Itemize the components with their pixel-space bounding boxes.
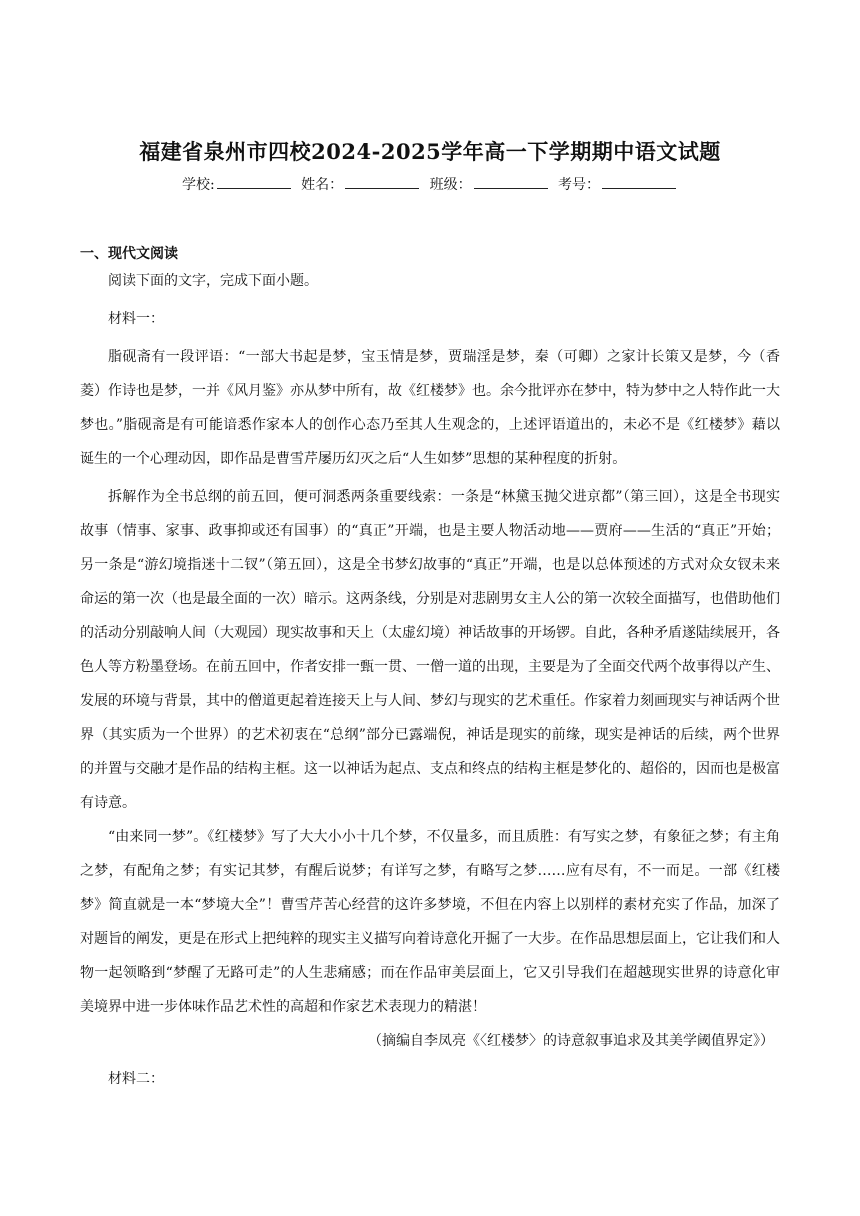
name-blank (345, 176, 419, 189)
school-blank (217, 176, 291, 189)
name-field-label: 姓名： (301, 177, 344, 193)
paragraph: 脂砚斋有一段评语：“一部大书起是梦，宝玉情是梦，贾瑞淫是梦，秦（可卿）之家计长策又是梦，今（香菱）作诗也是梦，一并《风月鉴》亦从梦中所有，故《红楼梦》也。余今批评亦在梦中，特为梦中之人特作此一大梦也。”脂砚斋是有可能谙悉作家本人的创作心态乃至其人生观念的，上述评语道出的，未必不是《红楼梦》藉以诞生的一个心理动因，即作品是曹雪芹屡历幻灭之后“人生如梦”思想的某种程度的折射。 (80, 349, 780, 467)
source-citation: （摘编自李凤亮《〈红楼梦〉的诗意叙事追求及其美学阈值界定》） (368, 1033, 774, 1049)
instruction-text: 阅读下面的文字，完成下面小题。 (108, 273, 318, 289)
paragraph: 拆解作为全书总纲的前五回，便可洞悉两条重要线索：一条是“林黛玉抛父进京都”（第三回），这是全书现实故事（情事、家事、政事抑或还有国事）的“真正”开端，也是主要人物活动地——贾府——生活的“真正”开始；另一条是“游幻境指迷十二钗”（第五回），这是全书梦幻故事的“真正”开端，也是以总体预述的方式对众女钗未来命运的第一次（也是最全面的一次）暗示。这两条线，分别是对悲剧男女主人公的第一次较全面描写，也借助他们的活动分别敲响人间（大观园）现实故事和天上（太虚幻境）神话故事的开场锣。自此，各种矛盾遂陆续展开，各色人等方粉墨登场。在前五回中，作者安排一甄一贯、一僧一道的出现，主要是为了全面交代两个故事得以产生、发展的环境与背景，其中的僧道更起着连接天上与人间、梦幻与现实的艺术重任。作家着力刻画现实与神话两个世界（其实质为一个世界）的艺术初衷在“总纲”部分已露端倪，神话是现实的前缘，现实是神话的后续，两个世界的并置与交融才是作品的结构主框。这一以神话为起点、支点和终点的结构主框是梦化的、超俗的，因而也是极富有诗意。 (80, 489, 780, 811)
exam-number-field-label: 考号： (558, 177, 601, 193)
exam-number-blank (602, 176, 676, 189)
class-field-label: 班级： (429, 177, 472, 193)
student-info-line (0, 174, 860, 194)
exam-title: 福建省泉州市四校2024-2025学年高一下学期期中语文试题 (139, 139, 721, 164)
paragraph: “由来同一梦”。《红楼梦》写了大大小小十几个梦，不仅量多，而且质胜：有写实之梦，有象征之梦；有主角之梦，有配角之梦；有实记其梦，有醒后说梦；有详写之梦，有略写之梦……应有尽有，不一而足。一部《红楼梦》简直就是一本“梦境大全”！曹雪芹苦心经营的这许多梦境，不但在内容上以别样的素材充实了作品，加深了对题旨的阐发，更是在形式上把纯粹的现实主义描写向着诗意化开掘了一大步。在作品思想层面上，它让我们和人物一起领略到“梦醒了无路可走”的人生悲痛感；而在作品审美层面上，它又引导我们在超越现实世界的诗意化审美境界中进一步体味作品艺术性的高超和作家艺术表现力的精湛！ (80, 829, 780, 1015)
class-blank (474, 176, 548, 189)
material-two-label: 材料二： (108, 1071, 164, 1087)
reading-content (80, 264, 780, 1096)
school-field-label: 学校: (181, 177, 215, 193)
section-heading: 一、现代文阅读 (80, 246, 178, 262)
material-one-label: 材料一： (108, 311, 164, 327)
